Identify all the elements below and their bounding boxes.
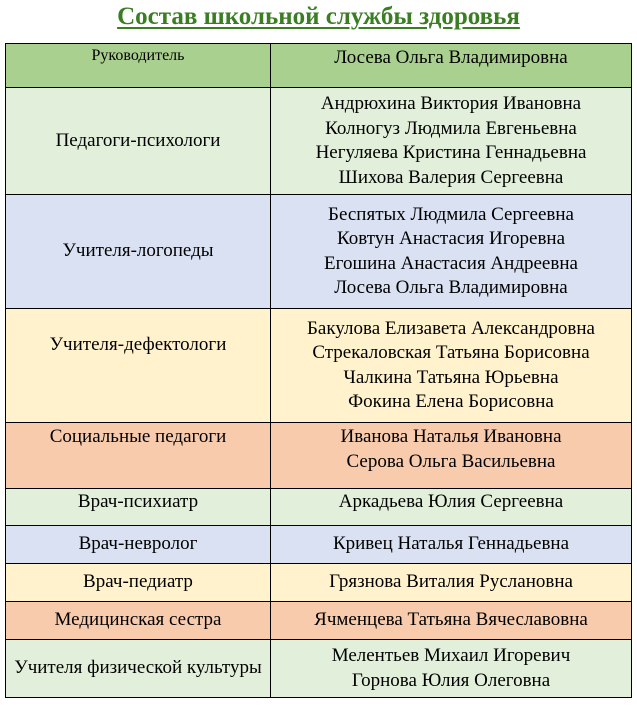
- person-name: Горнова Юлия Олеговна: [351, 669, 551, 691]
- person-name: Аркадьева Юлия Сергеевна: [338, 491, 564, 512]
- people-cell: [271, 195, 632, 309]
- person-name: Серова Ольга Васильевна: [346, 450, 556, 472]
- table-row: [6, 88, 632, 195]
- role-cell: Учителя-логопеды: [6, 195, 271, 309]
- person-name: Грязнова Виталия Руслановна: [329, 571, 573, 593]
- role-cell: Социальные педагоги: [6, 423, 271, 489]
- table-row: [6, 309, 632, 423]
- person-name: Лосева Ольга Владимировна: [334, 47, 568, 68]
- person-name: Иванова Наталья Ивановна: [340, 426, 562, 447]
- people-cell: [271, 526, 632, 564]
- person-name: Ячменцева Татьяна Вячеславовна: [314, 609, 588, 631]
- person-name: Беспятых Людмила Сергеевна: [328, 203, 574, 225]
- table-row: [6, 489, 632, 526]
- table-row: [6, 640, 632, 698]
- table-row: [6, 195, 632, 309]
- people-cell: [271, 564, 632, 602]
- table-row: [6, 423, 632, 489]
- person-name: Ковтун Анастасия Игоревна: [336, 228, 566, 249]
- person-name: Стрекаловская Татьяна Борисовна: [312, 342, 590, 363]
- role-cell: Врач-психиатр: [6, 489, 271, 526]
- table-row: [6, 602, 632, 640]
- role-cell: Учителя физической культуры: [6, 640, 271, 698]
- role-cell: Врач-невролог: [6, 526, 271, 564]
- person-name: Бакулова Елизавета Александровна: [307, 317, 595, 339]
- role-cell: Врач-педиатр: [6, 564, 271, 602]
- person-name: Егошина Анастасия Андреевна: [324, 252, 578, 274]
- people-cell: [271, 640, 632, 698]
- person-name: Шихова Валерия Сергеевна: [338, 166, 564, 188]
- table-row: [6, 526, 632, 564]
- people-cell: [271, 602, 632, 640]
- person-name: Колногуз Людмила Евгеньевна: [325, 117, 577, 139]
- people-cell: [271, 44, 632, 88]
- role-cell: Медицинская сестра: [6, 602, 271, 640]
- role-cell: Учителя-дефектологи: [6, 309, 271, 423]
- table-row: [6, 44, 632, 88]
- person-name: Мелентьев Михаил Игоревич: [331, 645, 571, 666]
- staff-table: [5, 43, 632, 698]
- person-name: Фокина Елена Борисовна: [348, 391, 554, 412]
- role-cell: Руководитель: [6, 44, 271, 88]
- page-title: Состав школьной службы здоровья: [117, 3, 520, 30]
- person-name: Негуляева Кристина Геннадьевна: [315, 142, 587, 163]
- people-cell: [271, 309, 632, 423]
- person-name: Кривец Наталья Геннадьевна: [332, 533, 570, 555]
- people-cell: [271, 489, 632, 526]
- people-cell: [271, 423, 632, 489]
- person-name: Андрюхина Виктория Ивановна: [320, 93, 582, 114]
- person-name: Лосева Ольга Владимировна: [334, 277, 568, 298]
- table-row: [6, 564, 632, 602]
- people-cell: [271, 88, 632, 195]
- person-name: Чалкина Татьяна Юрьевна: [343, 366, 559, 388]
- role-cell: Педагоги-психологи: [6, 88, 271, 195]
